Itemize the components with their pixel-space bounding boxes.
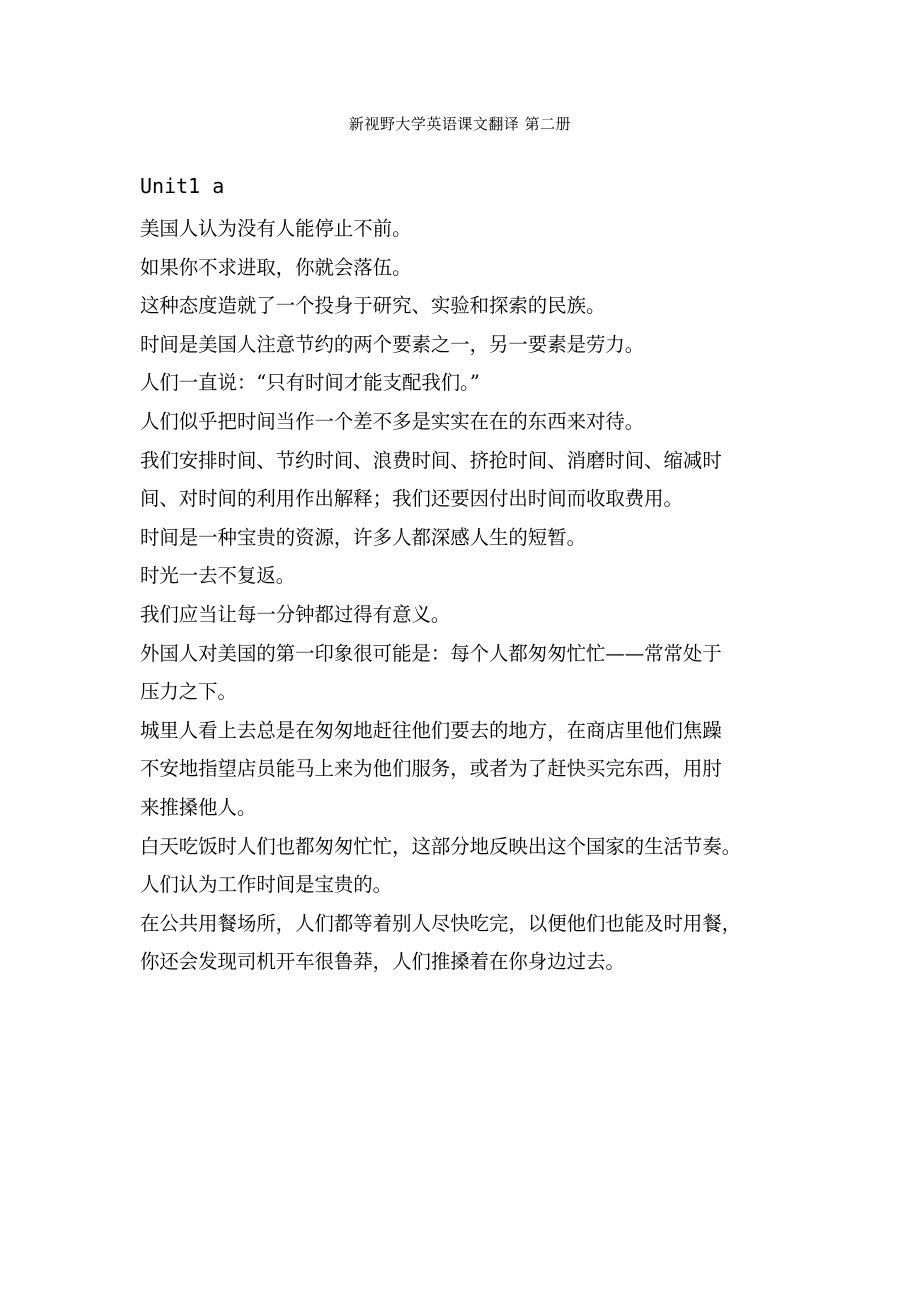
text-line: 如果你不求进取，你就会落伍。: [140, 255, 412, 279]
text-line: 我们安排时间、节约时间、浪费时间、挤抢时间、消磨时间、缩减时: [140, 448, 722, 472]
text-line: 人们似乎把时间当作一个差不多是实实在在的东西来对待。: [140, 409, 645, 433]
unit-heading: Unit1 a: [140, 174, 225, 198]
text-line: 在公共用餐场所，人们都等着别人尽快吃完，以便他们也能及时用餐，: [140, 911, 742, 935]
text-line: 你还会发现司机开车很鲁莽，人们推搡着在你身边过去。: [140, 950, 625, 974]
text-line: 人们认为工作时间是宝贵的。: [140, 873, 393, 897]
body-text: [140, 214, 800, 986]
text-line: 人们一直说：“只有时间才能支配我们。”: [140, 371, 480, 395]
text-line: 时间是美国人注意节约的两个要素之一，另一要素是劳力。: [140, 332, 645, 356]
text-line: 城里人看上去总是在匆匆地赶往他们要去的地方，在商店里他们焦躁: [140, 718, 722, 742]
text-line: 这种态度造就了一个投身于研究、实验和探索的民族。: [140, 294, 606, 318]
text-line: 间、对时间的利用作出解释；我们还要因付出时间而收取费用。: [140, 487, 683, 511]
text-line: 美国人认为没有人能停止不前。: [140, 217, 412, 240]
text-line: 来推搡他人。: [140, 795, 257, 819]
text-line: 时光一去不复返。: [140, 564, 296, 588]
text-line: 压力之下。: [140, 680, 237, 704]
text-line: 外国人对美国的第一印象很可能是：每个人都匆匆忙忙——常常处于: [140, 641, 722, 665]
text-line: 时间是一种宝贵的资源，许多人都深感人生的短暂。: [140, 525, 586, 549]
text-line: 白天吃饭时人们也都匆匆忙忙，这部分地反映出这个国家的生活节奏。: [140, 834, 742, 858]
text-line: 不安地指望店员能马上来为他们服务，或者为了赶快买完东西，用肘: [140, 757, 722, 781]
text-line: 我们应当让每一分钟都过得有意义。: [140, 602, 451, 626]
document-title: 新视野大学英语课文翻译 第二册: [348, 115, 572, 133]
